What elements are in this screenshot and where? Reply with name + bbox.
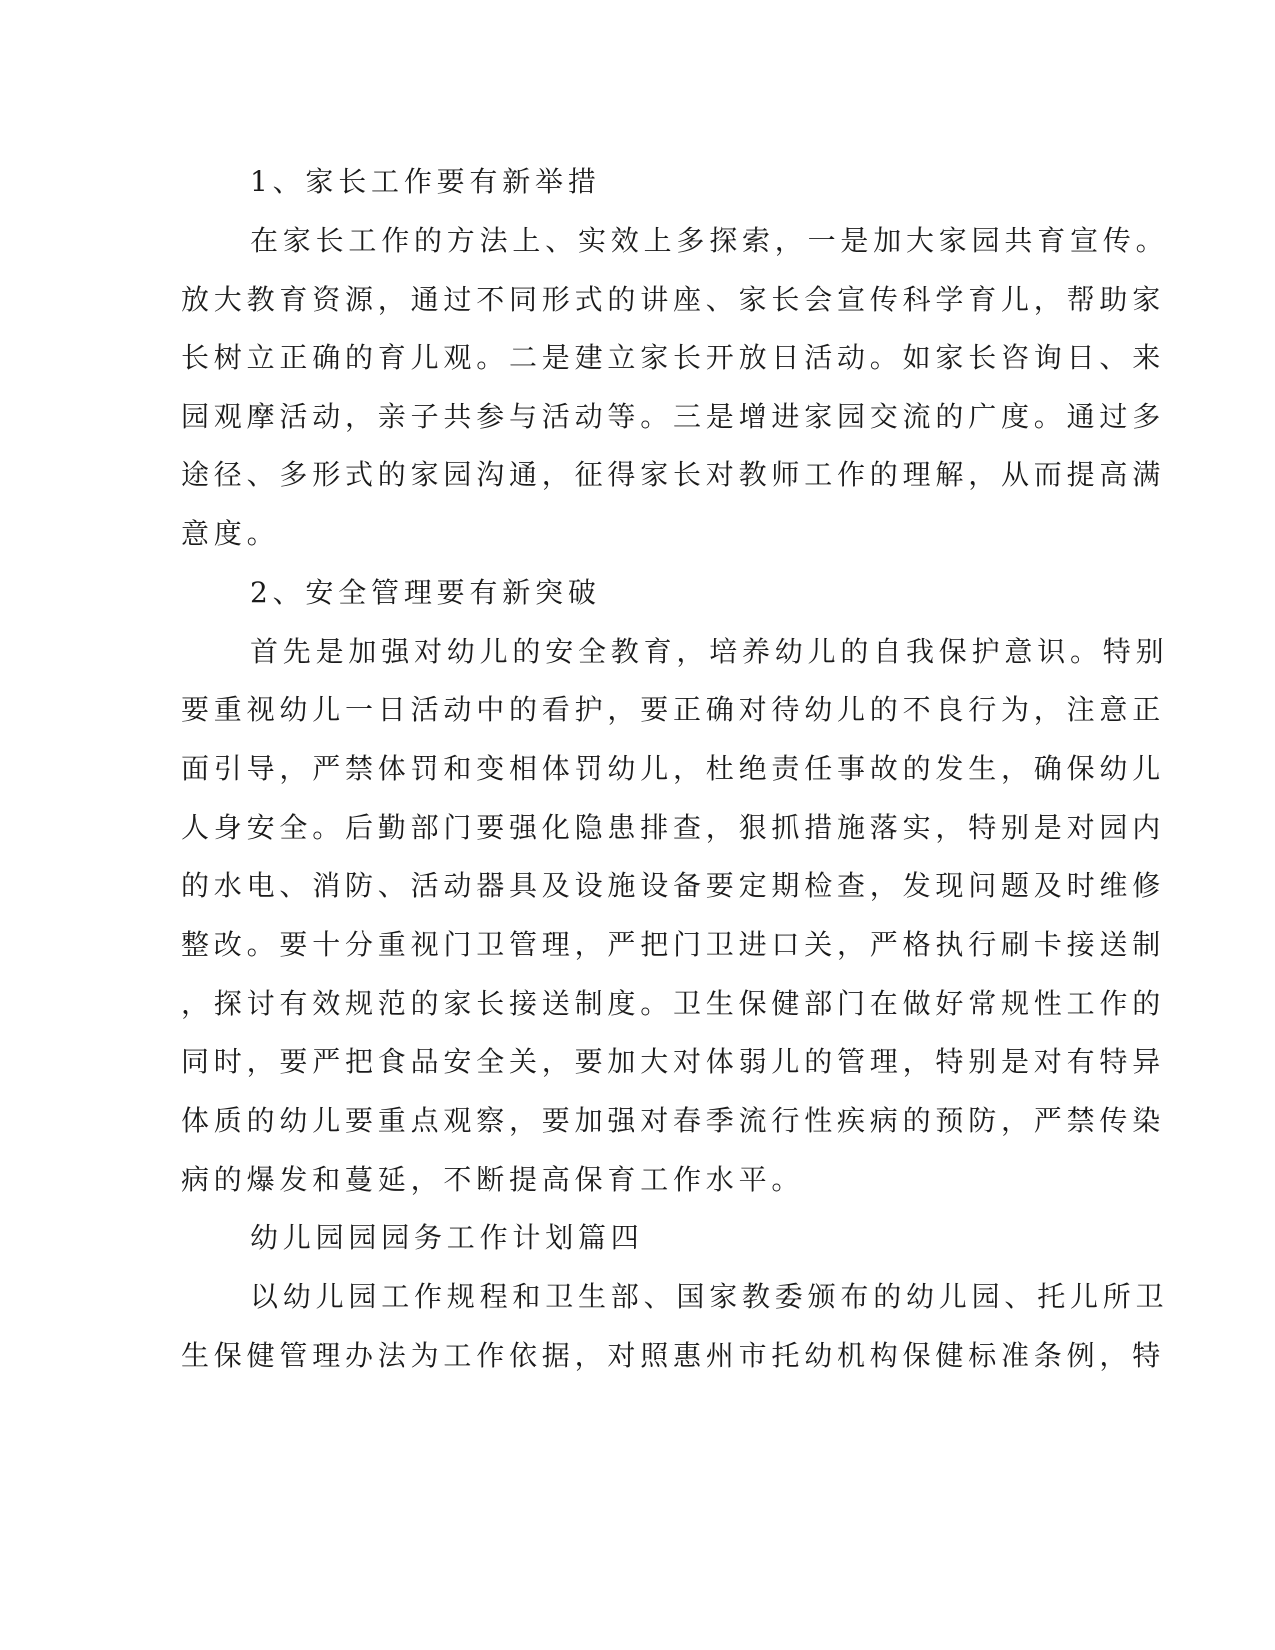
paragraph-line: 生保健管理办法为工作依据，对照惠州市托幼机构保健标准条例，特 <box>181 1339 1166 1372</box>
paragraph-line: 首先是加强对幼儿的安全教育，培养幼儿的自我保护意识。特别 <box>250 635 1169 668</box>
paragraph-line: 以幼儿园工作规程和卫生部、国家教委颁布的幼儿园、托儿所卫 <box>250 1280 1169 1313</box>
paragraph-line: 面引导，严禁体罚和变相体罚幼儿，杜绝责任事故的发生，确保幼儿 <box>181 752 1166 785</box>
paragraph-line: 体质的幼儿要重点观察，要加强对春季流行性疾病的预防，严禁传染 <box>181 1104 1166 1137</box>
section-heading-safety: 2、安全管理要有新突破 <box>250 576 601 609</box>
paragraph-line: 病的爆发和蔓延，不断提高保育工作水平。 <box>181 1163 805 1196</box>
paragraph-line: ，探讨有效规范的家长接送制度。卫生保健部门在做好常规性工作的 <box>181 987 1166 1020</box>
paragraph-line: 人身安全。后勤部门要强化隐患排查，狠抓措施落实，特别是对园内 <box>181 811 1166 844</box>
paragraph-line: 在家长工作的方法上、实效上多探索，一是加大家园共育宣传。 <box>250 224 1169 257</box>
section-heading-parent-work: 1、家长工作要有新举措 <box>250 165 601 198</box>
paragraph-line: 长树立正确的育儿观。二是建立家长开放日活动。如家长咨询日、来 <box>181 341 1166 374</box>
paragraph-line: 放大教育资源，通过不同形式的讲座、家长会宣传科学育儿，帮助家 <box>181 283 1166 316</box>
section-heading-plan-four: 幼儿园园园务工作计划篇四 <box>250 1221 644 1254</box>
paragraph-line: 园观摩活动，亲子共参与活动等。三是增进家园交流的广度。通过多 <box>181 400 1166 433</box>
paragraph-line: 途径、多形式的家园沟通，征得家长对教师工作的理解，从而提高满 <box>181 458 1166 491</box>
paragraph-line: 要重视幼儿一日活动中的看护，要正确对待幼儿的不良行为，注意正 <box>181 693 1166 726</box>
paragraph-line: 的水电、消防、活动器具及设施设备要定期检查，发现问题及时维修 <box>181 869 1166 902</box>
paragraph-line: 意度。 <box>181 517 280 550</box>
paragraph-line: 整改。要十分重视门卫管理，严把门卫进口关，严格执行刷卡接送制 <box>181 928 1166 961</box>
paragraph-line: 同时，要严把食品安全关，要加大对体弱儿的管理，特别是对有特异 <box>181 1045 1166 1078</box>
